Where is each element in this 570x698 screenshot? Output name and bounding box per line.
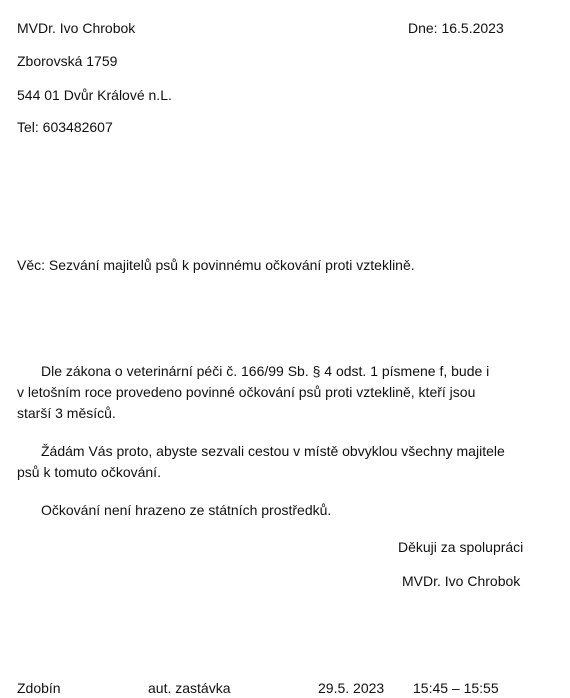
letter-subject: Věc: Sezvání majitelů psů k povinnému očkování proti vzteklině. bbox=[17, 257, 415, 273]
paragraph-line: starší 3 měsíců. bbox=[17, 405, 116, 421]
closing-thanks: Děkuji za spolupráci bbox=[398, 539, 524, 555]
letter-date: Dne: 16.5.2023 bbox=[408, 20, 504, 36]
paragraph-line: Dle zákona o veterinární péči č. 166/99 Sb. § 4 odst. 1 písmene f, bude i bbox=[41, 363, 490, 379]
schedule-date: 29.5. 2023 bbox=[318, 680, 385, 696]
closing-signature: MVDr. Ivo Chrobok bbox=[402, 573, 521, 589]
paragraph-line: v letošním roce provedeno povinné očkování psů proti vzteklině, kteří jsou bbox=[17, 384, 476, 400]
sender-street: Zborovská 1759 bbox=[17, 53, 118, 69]
sender-city: 544 01 Dvůr Králové n.L. bbox=[17, 87, 172, 103]
paragraph-law bbox=[17, 361, 557, 424]
paragraph-line: Očkování není hrazeno ze státních prostředků. bbox=[41, 502, 332, 518]
sender-phone: Tel: 603482607 bbox=[17, 119, 113, 135]
schedule-time: 15:45 – 15:55 bbox=[413, 680, 499, 696]
schedule-place: Zdobín bbox=[17, 680, 61, 696]
paragraph-request bbox=[17, 441, 557, 483]
paragraph-payment bbox=[17, 500, 557, 521]
sender-name: MVDr. Ivo Chrobok bbox=[17, 20, 136, 36]
paragraph-line: psů k tomuto očkování. bbox=[17, 464, 161, 480]
paragraph-line: Žádám Vás proto, abyste sezvali cestou v místě obvyklou všechny majitele bbox=[41, 443, 505, 459]
schedule-stop: aut. zastávka bbox=[148, 680, 231, 696]
